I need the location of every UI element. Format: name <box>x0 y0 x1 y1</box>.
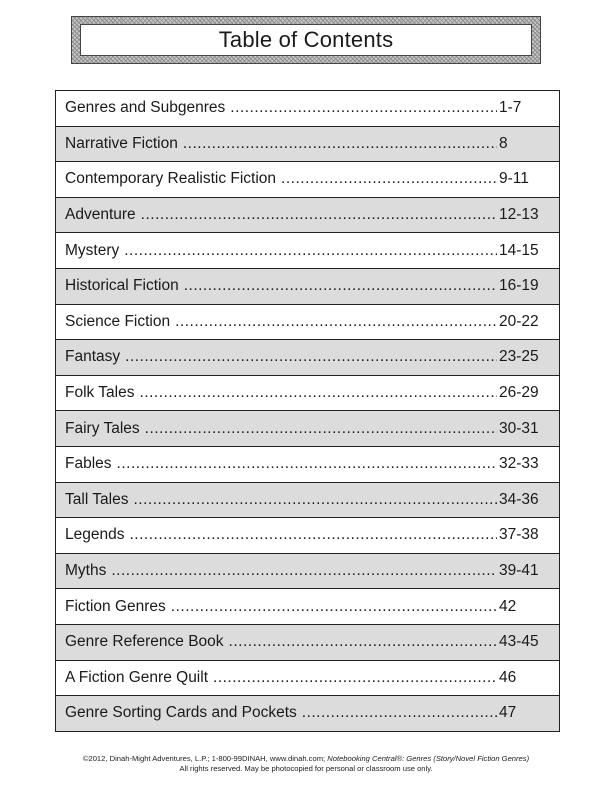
toc-row <box>56 589 559 625</box>
dot-leader <box>229 633 497 651</box>
title-box <box>80 24 532 56</box>
toc-entry-pages: 46 <box>499 668 517 686</box>
toc-entry-label: Fantasy <box>65 348 121 366</box>
title-frame <box>71 16 541 64</box>
toc-row <box>56 625 559 661</box>
toc-row <box>56 305 559 341</box>
series-title: Notebooking Central®: Genres (Story/Novel Fiction Genres) <box>327 754 530 763</box>
toc-row <box>56 198 559 234</box>
toc-entry-label: Fables <box>65 455 112 473</box>
toc-entry-pages: 26-29 <box>499 384 539 402</box>
toc-entry-pages: 8 <box>499 134 508 152</box>
toc-entry-pages: 39-41 <box>499 562 539 580</box>
toc-entry-pages: 14-15 <box>499 241 539 259</box>
footer <box>0 754 612 774</box>
toc-row <box>56 162 559 198</box>
dot-leader <box>111 562 497 580</box>
dot-leader <box>302 704 497 722</box>
toc-row <box>56 411 559 447</box>
toc-entry-label: Fiction Genres <box>65 597 166 615</box>
toc-entry-label: Historical Fiction <box>65 277 179 295</box>
toc-entry-label: Tall Tales <box>65 490 129 508</box>
toc-entry-pages: 20-22 <box>499 312 539 330</box>
usage-notice: All rights reserved. May be photocopied for personal or classroom use only. <box>179 764 433 773</box>
toc-entry-label: Contemporary Realistic Fiction <box>65 170 277 188</box>
toc-row <box>56 233 559 269</box>
dot-leader <box>171 598 497 616</box>
dot-leader <box>213 669 497 687</box>
toc-entry-pages: 30-31 <box>499 419 539 437</box>
toc-entry-label: Mystery <box>65 241 120 259</box>
dot-leader <box>183 135 497 153</box>
dot-leader <box>230 99 497 117</box>
toc-entry-pages: 23-25 <box>499 348 539 366</box>
dot-leader <box>124 242 497 260</box>
dot-leader <box>281 170 497 188</box>
toc-entry-pages: 43-45 <box>499 633 539 651</box>
toc-entry-pages: 42 <box>499 597 517 615</box>
toc-entry-label: Genre Reference Book <box>65 633 224 651</box>
toc-entry-pages: 16-19 <box>499 277 539 295</box>
toc-row <box>56 518 559 554</box>
toc-row <box>56 661 559 697</box>
toc-row <box>56 447 559 483</box>
dot-leader <box>141 206 497 224</box>
toc-entry-label: Genre Sorting Cards and Pockets <box>65 704 297 722</box>
toc-row <box>56 376 559 412</box>
toc-row <box>56 340 559 376</box>
toc-entry-pages: 34-36 <box>499 490 539 508</box>
toc-row <box>56 127 559 163</box>
toc-entry-pages: 47 <box>499 704 517 722</box>
toc-entry-pages: 1-7 <box>499 99 522 117</box>
copyright-line <box>0 754 612 764</box>
dot-leader <box>129 526 497 544</box>
dot-leader <box>140 384 498 402</box>
toc-entry-label: Myths <box>65 562 107 580</box>
copyright-text: ©2012, Dinah-Might Adventures, L.P.; 1-800-99DINAH, www.dinah.com; <box>82 754 328 763</box>
toc-row <box>56 483 559 519</box>
dot-leader <box>133 491 497 509</box>
page-title: Table of Contents <box>218 27 394 52</box>
toc-row <box>56 269 559 305</box>
table-of-contents <box>55 90 560 732</box>
toc-entry-label: Legends <box>65 526 125 544</box>
toc-entry-label: Folk Tales <box>65 384 135 402</box>
toc-entry-label: Adventure <box>65 206 136 224</box>
toc-entry-label: A Fiction Genre Quilt <box>65 668 209 686</box>
toc-entry-label: Genres and Subgenres <box>65 99 226 117</box>
toc-entry-label: Fairy Tales <box>65 419 140 437</box>
dot-leader <box>117 455 497 473</box>
toc-entry-pages: 12-13 <box>499 206 539 224</box>
toc-row <box>56 554 559 590</box>
toc-row <box>56 91 559 127</box>
toc-entry-pages: 32-33 <box>499 455 539 473</box>
toc-entry-label: Narrative Fiction <box>65 134 178 152</box>
toc-entry-label: Science Fiction <box>65 312 171 330</box>
dot-leader <box>175 313 497 331</box>
toc-row <box>56 696 559 732</box>
dot-leader <box>125 348 497 366</box>
toc-entry-pages: 37-38 <box>499 526 539 544</box>
toc-entry-pages: 9-11 <box>499 170 529 188</box>
dot-leader <box>184 277 497 295</box>
dot-leader <box>145 420 497 438</box>
